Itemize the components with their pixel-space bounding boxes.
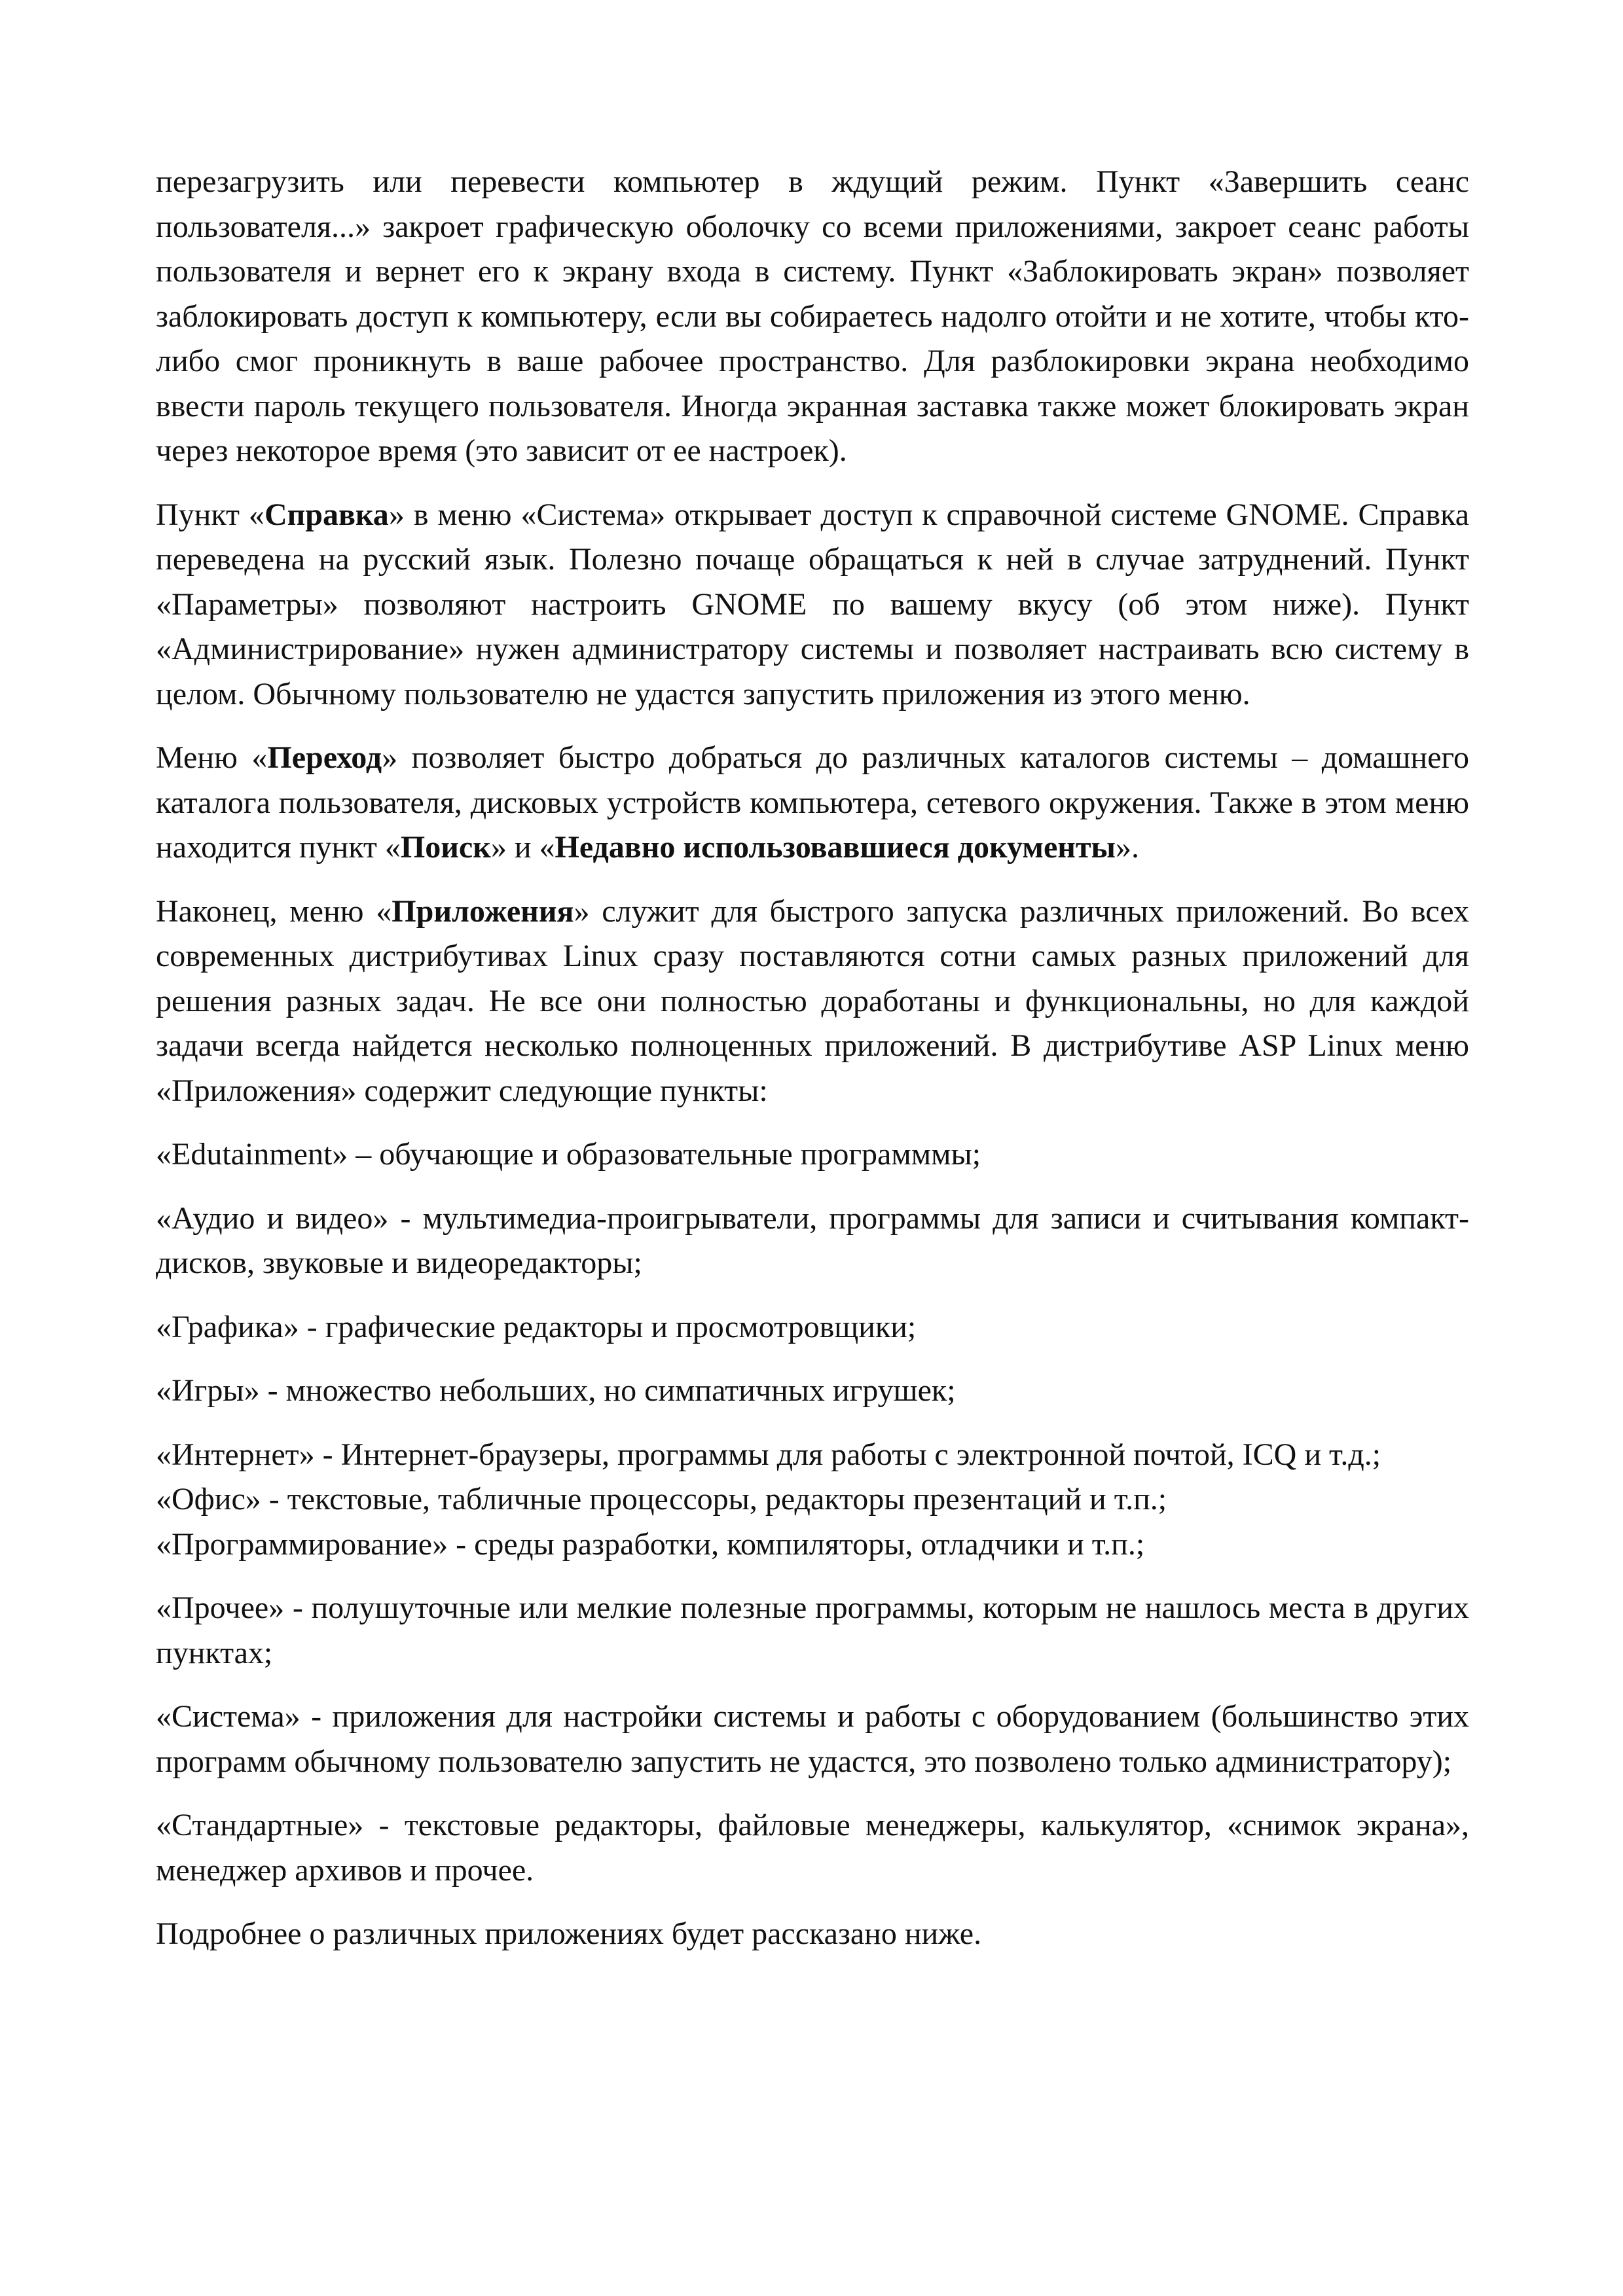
paragraph-help (156, 493, 1469, 717)
list-item-other: «Прочее» - полушуточные или мелкие полезные программы, которым не нашлось места в других пунктах; (156, 1590, 1469, 1670)
paragraph-places-end: ». (1116, 830, 1140, 865)
paragraph-applications (156, 889, 1469, 1114)
list-item-audio-video: «Аудио и видео» - мультимедиа-проигрыватели, программы для записи и считывания компакт-дисков, звуковые и видеоредакторы; (156, 1200, 1469, 1280)
term-applications: Приложения (392, 893, 574, 929)
paragraph-session-text: перезагрузить или перевести компьютер в ждущий режим. Пункт «Завершить сеанс пользователя...» закроет графическую оболочку со всеми приложениями, закроет сеанс работы пользователя и вернет его к экрану входа в систему. Пункт «Заблокировать экран» позволяет заблокировать доступ к компьютеру, если вы собираетесь надолго отойти и не хотите, чтобы кто-либо смог проникнуть в ваше рабочее пространство. Для разблокировки экрана необходимо ввести пароль текущего пользователя. Иногда экранная заставка также может блокировать экран через некоторое время (это зависит от ее настроек). (156, 164, 1469, 468)
paragraph-session (156, 160, 1469, 474)
list-item-system: «Система» - приложения для настройки системы и работы с оборудованием (большинство этих программ обычному пользователю запустить не удастся, это позволено только администратору); (156, 1699, 1469, 1779)
paragraph-help-lead: Пункт « (156, 497, 264, 532)
term-places: Переход (267, 740, 382, 775)
list-item-standard: «Стандартные» - текстовые редакторы, файловые менеджеры, калькулятор, «снимок экрана», менеджер архивов и прочее. (156, 1808, 1469, 1888)
list-item-graphics: «Графика» - графические редакторы и просмотровщики; (156, 1309, 917, 1344)
closing-paragraph: Подробнее о различных приложениях будет рассказано ниже. (156, 1916, 982, 1951)
paragraph-places-lead: Меню « (156, 740, 268, 775)
paragraph-places (156, 736, 1469, 870)
list-item-edutainment: «Edutainment» – обучающие и образовательные программмы; (156, 1137, 981, 1172)
paragraph-places-text: » позволяет быстро добраться до различных каталогов системы – домашнего каталога пользователя, дисковых устройств компьютера, сетевого окружения. Также в этом меню находится пункт « (156, 740, 1469, 865)
term-search: Поиск (400, 830, 491, 865)
paragraph-help-text: » в меню «Система» открывает доступ к справочной системе GNOME. Справка переведена на русский язык. Полезно почаще обращаться к ней в случае затруднений. Пункт «Параметры» позволяют настроить GNOME по вашему вкусу (об этом ниже). Пункт «Администрирование» нужен администратору системы и позволяет настраивать всю систему в целом. Обычному пользователю не удастся запустить приложения из этого меню. (156, 497, 1470, 711)
list-item-programming: «Программирование» - среды разработки, компиляторы, отладчики и т.п.; (156, 1526, 1145, 1562)
paragraph-applications-text: » служит для быстрого запуска различных приложений. Во всех современных дистрибутивах Linux сразу поставляются сотни самых разных приложений для решения разных задач. Не все они полностью доработаны и функциональны, но для каждой задачи всегда найдется несколько полноценных приложений. В дистрибутиве ASP Linux меню «Приложения» содержит следующие пункты: (156, 893, 1469, 1108)
list-item-internet: «Интернет» - Интернет-браузеры, программы для работы с электронной почтой, ICQ и т.д.; (156, 1437, 1381, 1472)
list-item-games: «Игры» - множество небольших, но симпатичных игрушек; (156, 1373, 956, 1408)
term-recent-documents: Недавно использовавшиеся документы (555, 830, 1116, 865)
term-help: Справка (264, 497, 389, 532)
document-page (156, 160, 1469, 1976)
list-item-office: «Офис» - текстовые, табличные процессоры, редакторы презентаций и т.п.; (156, 1482, 1167, 1516)
paragraph-places-joiner: » и « (490, 830, 555, 865)
paragraph-applications-lead: Наконец, меню « (156, 893, 392, 929)
